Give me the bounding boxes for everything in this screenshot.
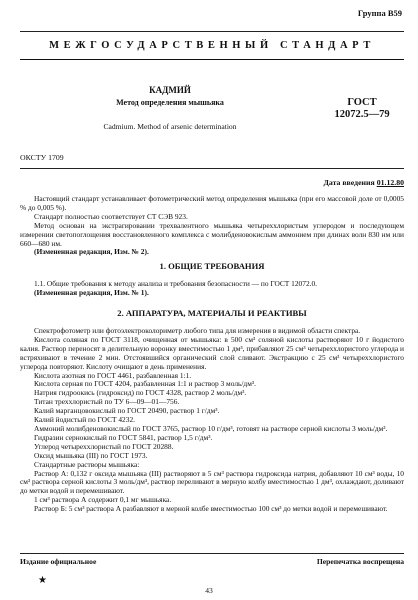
section-2-heading: 2. АППАРАТУРА, МАТЕРИАЛЫ И РЕАКТИВЫ	[117, 308, 307, 318]
official-edition-label: Издание официальное	[20, 557, 97, 566]
reagent-paragraph: Калий марганцовокислый по ГОСТ 20490, раствор 1 г/дм³.	[34, 406, 220, 416]
section-2-text	[20, 327, 404, 514]
reagent-paragraph: Раствор Б: 5 см³ раствора А разбавляют в мерной колбе вместимостью 100 см³ до метки водой и перемешивают.	[34, 504, 388, 514]
document-subtitle: Метод определения мышьяка	[116, 98, 224, 107]
clause-1-1: 1.1. Общие требования к методу анализа и требования безопасности — по ГОСТ 12072.0.	[34, 279, 318, 288]
header-rule	[20, 168, 404, 169]
okstu-code: ОКСТУ 1709	[20, 153, 64, 162]
section-1-text	[20, 280, 404, 298]
english-title: Cadmium. Method of arsenic determination	[103, 122, 237, 131]
reagent-paragraph: Натрия гидроокись (гидроксид) по ГОСТ 4328, раствор 2 моль/дм³.	[34, 388, 247, 398]
introduction-date	[324, 178, 404, 187]
standard-banner: МЕЖГОСУДАРСТВЕННЫЙ СТАНДАРТ	[49, 40, 375, 51]
footer-rule	[20, 553, 404, 554]
reagent-paragraph: Калий йодистый по ГОСТ 4232.	[34, 415, 135, 425]
reagent-paragraph: Титан треххлористый по ТУ 6—09—01—756.	[34, 397, 180, 407]
date-label: Дата введения	[323, 178, 375, 187]
reagent-paragraph: Раствор А: 0,132 г оксида мышьяка (III) растворяют в 5 см³ раствора гидроксида натрия, добавляют 10 см³ воды, 10 см³ раствора серной кислоты 3 моль/дм³, раствор переливают в мерную колбу вместимостью 1 дм³, охлаждают, доливают до метки водой и перемешивают.	[20, 468, 404, 496]
reagent-paragraph: Кислота соляная по ГОСТ 3118, очищенная от мышьяка: в 500 см³ соляной кислоты растворяют 10 г йодистого калия. Раствор переносят в делительную воронку вместимостью 1 дм³, прибавляют 25 см³ четыреххлористого углерода и встряхивают в течение 2 мин. Отстоявшийся органический слой сливают. Экстракцию с 25 см³ четыреххлористого углерода повторяют. Кислоту очищают в день применения.	[20, 334, 404, 371]
reagent-paragraph: Стандартные растворы мышьяка:	[34, 459, 140, 469]
intro-text	[20, 195, 404, 257]
reagent-paragraph: Углерод четыреххлористый по ГОСТ 20288.	[34, 441, 174, 451]
reagent-paragraph: 1 см³ раствора А содержит 0,1 мг мышьяка.	[34, 495, 172, 505]
group-code: Группа В59	[357, 8, 402, 18]
reagent-paragraph: Спектрофотометр или фотоэлектроколориметр любого типа для измерения в видимой области спектра.	[34, 326, 361, 335]
amendment-note: (Измененная редакция, Изм. № 1).	[34, 287, 149, 297]
reagent-paragraph: Кислота азотная по ГОСТ 4461, разбавленная 1:1.	[34, 370, 192, 380]
amendment-note: (Измененная редакция, Изм. № 2).	[34, 247, 149, 257]
intro-paragraph: Настоящий стандарт устанавливает фотометрический метод определения мышьяка (при его массовой доле от 0,0005 % до 0,005 %).	[20, 194, 404, 212]
banner-rule	[20, 59, 404, 60]
reprint-prohibited-label: Перепечатка воспрещена	[316, 557, 404, 566]
document-title: КАДМИЙ	[149, 85, 191, 95]
top-rule	[20, 31, 404, 32]
intro-paragraph: Стандарт полностью соответствует СТ СЭВ 923.	[34, 211, 188, 221]
page-number: 43	[205, 586, 213, 595]
reagent-paragraph: Гидразин сернокислый по ГОСТ 5841, раствор 1,5 г/дм³.	[34, 432, 213, 442]
section-1-heading: 1. ОБЩИЕ ТРЕБОВАНИЯ	[159, 261, 265, 271]
date-value: 01.12.80	[376, 178, 404, 187]
gost-number	[320, 97, 404, 121]
gost-code: 12072.5—79	[334, 109, 390, 120]
intro-paragraph: Метод основан на экстрагировании трехвалентного мышьяка четыреххлористым углеродом и последующем измерении светопоглощения восстановленного комплекса с молибденовокислым аммонием при длинах волн 830 нм или 660—680 нм.	[20, 220, 404, 248]
reagent-paragraph: Кислота серная по ГОСТ 4204, разбавленная 1:1 и раствор 3 моль/дм³.	[34, 379, 256, 389]
reagent-paragraph: Оксид мышьяка (III) по ГОСТ 1973.	[34, 450, 148, 460]
gost-label: ГОСТ	[347, 97, 377, 108]
reagent-paragraph: Аммоний молибденовокислый по ГОСТ 3765, раствор 10 г/дм³, готовят на растворе серной кислоты 3 моль/дм³.	[34, 423, 388, 433]
star-icon: ★	[38, 575, 47, 586]
